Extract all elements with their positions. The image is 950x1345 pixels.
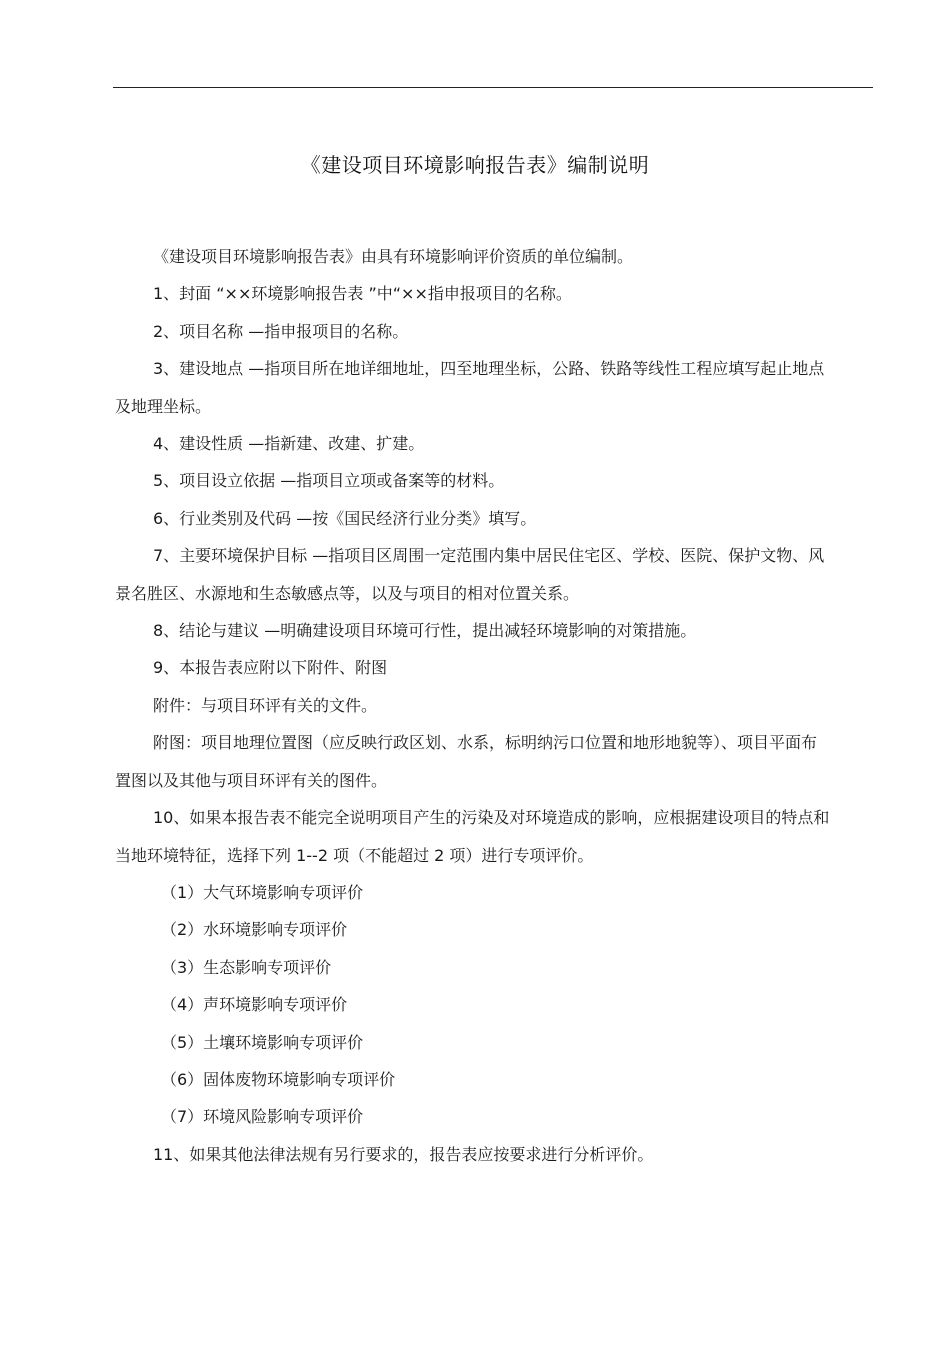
item-7-paragraph: 7、主要环境保护目标 —指项目区周围一定范围内集中居民住宅区、学校、医院、保护文物、风景名胜区、水源地和生态敏感点等，以及与项目的相对位置关系。 (115, 546, 825, 603)
item-3-paragraph: 3、建设地点 —指项目所在地详细地址，四至地理坐标，公路、铁路等线性工程应填写起止地点及地理坐标。 (115, 359, 825, 416)
attachment-paragraph: 附件：与项目环评有关的文件。 (153, 695, 378, 715)
special-item: （5）土壤环境影响专项评价 (161, 1032, 364, 1052)
special-item: （4）声环境影响专项评价 (161, 995, 348, 1015)
item-10-paragraph: 10、如果本报告表不能完全说明项目产生的污染及对环境造成的影响，应根据建设项目的特点和当地环境特征，选择下列 1--2 项（不能超过 2 项）进行专项评价。 (115, 808, 830, 865)
intro-paragraph: 《建设项目环境影响报告表》由具有环境影响评价资质的单位编制。 (153, 247, 634, 266)
item-9-paragraph: 9、本报告表应附以下附件、附图 (153, 658, 388, 678)
document-body (115, 238, 830, 1173)
header-rule (113, 87, 873, 88)
item-5-paragraph: 5、项目设立依据 —指项目立项或备案等的材料。 (153, 471, 505, 491)
item-8-paragraph: 8、结论与建议 —明确建设项目环境可行性，提出减轻环境影响的对策措施。 (153, 621, 697, 641)
item-2-paragraph: 2、项目名称 —指申报项目的名称。 (153, 321, 409, 341)
item-11-paragraph: 11、如果其他法律法规有另行要求的，报告表应按要求进行分析评价。 (153, 1144, 654, 1164)
item-1-paragraph: 1、封面 “××环境影响报告表 ”中“××指申报项目的名称。 (153, 284, 572, 304)
item-6-paragraph: 6、行业类别及代码 —按《国民经济行业分类》填写。 (153, 508, 537, 528)
figure-paragraph: 附图：项目地理位置图（应反映行政区划、水系，标明纳污口位置和地形地貌等）、项目平面布置图以及其他与项目环评有关的图件。 (115, 733, 818, 790)
special-item: （7）环境风险影响专项评价 (161, 1107, 364, 1127)
special-item: （3）生态影响专项评价 (161, 957, 332, 977)
special-item: （6）固体废物环境影响专项评价 (161, 1069, 396, 1089)
special-item: （1）大气环境影响专项评价 (161, 882, 364, 902)
special-item: （2）水环境影响专项评价 (161, 920, 348, 940)
item-4-paragraph: 4、建设性质 —指新建、改建、扩建。 (153, 434, 425, 454)
document-title: 《建设项目环境影响报告表》编制说明 (300, 153, 650, 177)
